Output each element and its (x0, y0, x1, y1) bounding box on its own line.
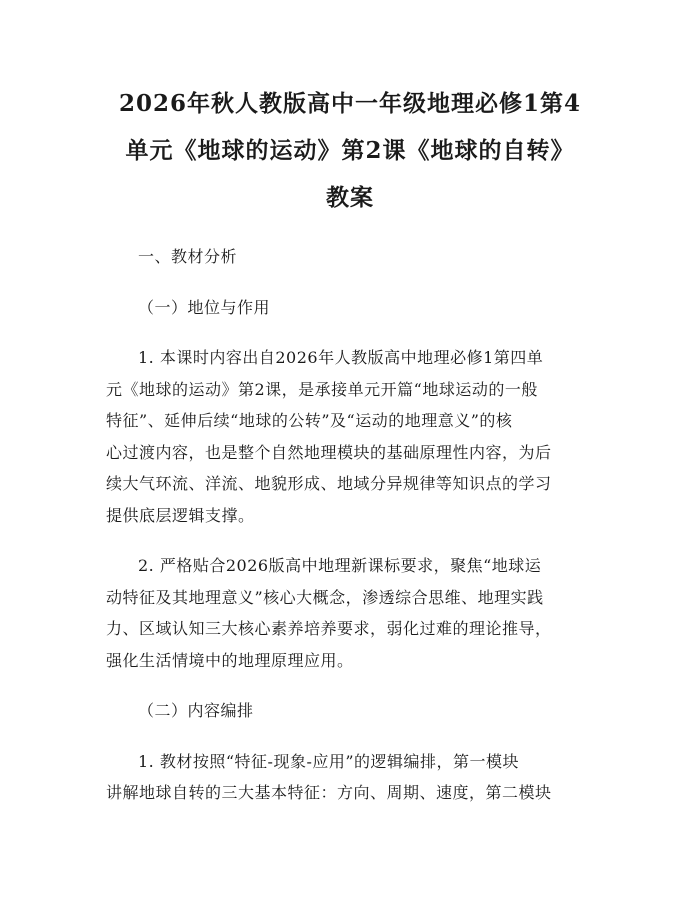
paragraph-line: 特征”、延伸后续“地球的公转”及“运动的地理意义”的核 (106, 411, 513, 430)
paragraph-3 (106, 746, 594, 809)
paragraph-line: 力、区域认知三大核心素养培养要求，弱化过难的理论推导， (106, 619, 552, 638)
subsection-heading-content-arrangement: （二）内容编排 (138, 701, 254, 720)
paragraph-line: 动特征及其地理意义”核心大概念，渗透综合思维、地理实践 (106, 587, 544, 607)
title-line-3: 教案 (326, 184, 374, 211)
paragraph-line: 2. 严格贴合2026版高中地理新课标要求，聚焦“地球运 (138, 556, 542, 575)
paragraph-line: 提供底层逻辑支撑。 (106, 505, 255, 525)
paragraph-line: 1. 教材按照“特征-现象-应用”的逻辑编排，第一模块 (138, 751, 520, 771)
paragraph-1 (106, 342, 594, 531)
title-line-2: 单元《地球的运动》第2课《地球的自转》 (125, 137, 575, 164)
subsection-heading-status-role: （一）地位与作用 (138, 297, 271, 317)
paragraph-line: 续大气环流、洋流、地貌形成、地域分异规律等知识点的学习 (106, 474, 552, 493)
paragraph-line: 元《地球的运动》第2课，是承接单元开篇“地球运动的一般 (106, 379, 538, 399)
paragraph-line: 1. 本课时内容出自2026年人教版高中地理必修1第四单 (138, 348, 544, 367)
document-body (106, 241, 594, 809)
paragraph-line: 讲解地球自转的三大基本特征：方向、周期、速度，第二模块 (106, 783, 552, 802)
document-title (106, 80, 594, 221)
paragraph-line: 强化生活情境中的地理原理应用。 (106, 650, 354, 670)
paragraph-2 (106, 550, 594, 676)
paragraph-line: 心过渡内容，也是整个自然地理模块的基础原理性内容，为后 (106, 442, 552, 462)
section-heading-textbook-analysis: 一、教材分析 (138, 247, 238, 266)
title-line-1: 2026年秋人教版高中一年级地理必修1第4 (118, 90, 582, 117)
